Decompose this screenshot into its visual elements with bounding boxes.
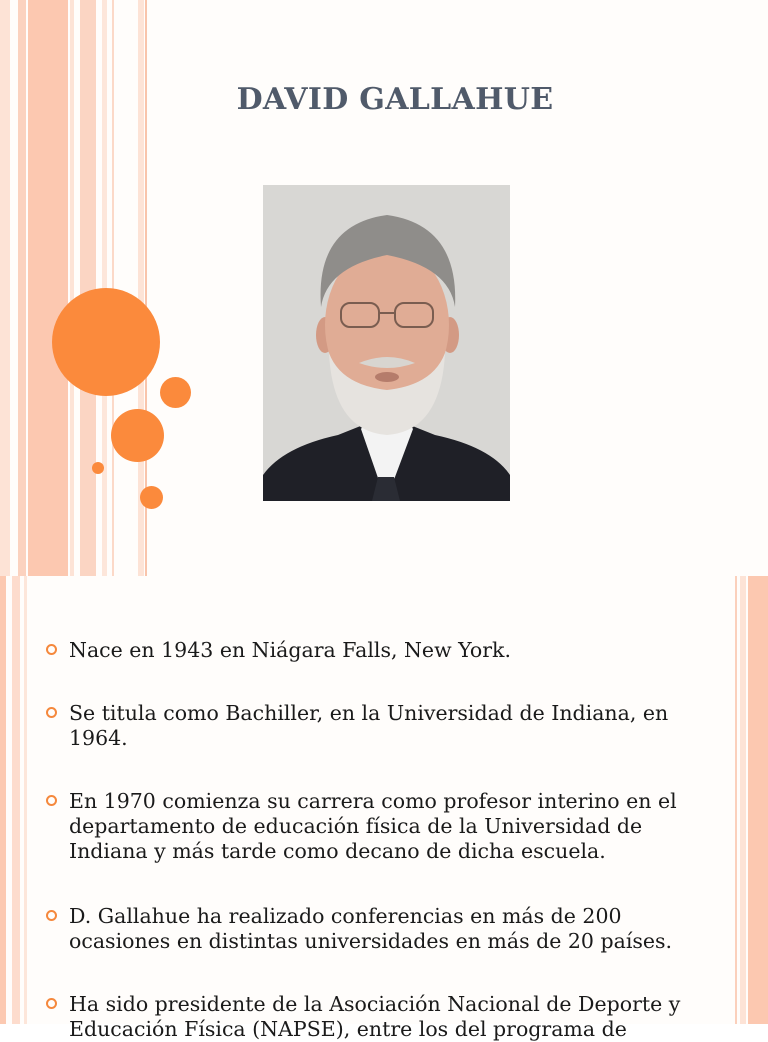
bullet-text: Nace en 1943 en Niágara Falls, New York. [69,638,511,662]
decor-circle [160,377,191,408]
portrait-icon [263,185,510,501]
decor-stripe [18,0,26,576]
decor-stripe [0,576,6,1024]
decor-stripe [80,0,96,576]
decor-stripe [748,576,768,1024]
bullet-circle-icon [46,644,57,655]
decor-stripe [12,576,20,1024]
bullet-text: En 1970 comienza su carrera como profesor interino en el departamento de educación física de la Universidad de Indiana y más tarde como decano de dicha escuela. [69,789,677,863]
bullet-circle-icon [46,795,57,806]
decor-stripe [735,576,737,1024]
decor-stripe [24,576,27,1024]
decor-circle [92,462,104,474]
bullet-circle-icon [46,998,57,1009]
bullet-text: D. Gallahue ha realizado conferencias en más de 200 ocasiones en distintas universidades en más de 20 países. [69,904,673,953]
bullet-text: Se titula como Bachiller, en la Universidad de Indiana, en 1964. [69,701,669,750]
decor-stripe [28,0,68,576]
slide-title-text: DAVID GALLAHUE [236,82,554,117]
list-item [46,992,706,1042]
list-item [46,638,706,663]
list-item [46,789,706,864]
bullet-circle-icon [46,707,57,718]
bullet-circle-icon [46,910,57,921]
list-item [46,904,706,954]
portrait-photo [263,185,510,501]
bullet-text: Ha sido presidente de la Asociación Nacional de Deporte y Educación Física (NAPSE), entre los del programa de [69,992,681,1041]
decor-circle [111,409,164,462]
list-item [46,701,706,751]
slide-content [0,576,768,1041]
decor-circle [140,486,163,509]
decor-stripe [0,0,10,576]
decor-circle [52,288,160,396]
decor-stripe [70,0,74,576]
decor-stripe [740,576,746,1024]
